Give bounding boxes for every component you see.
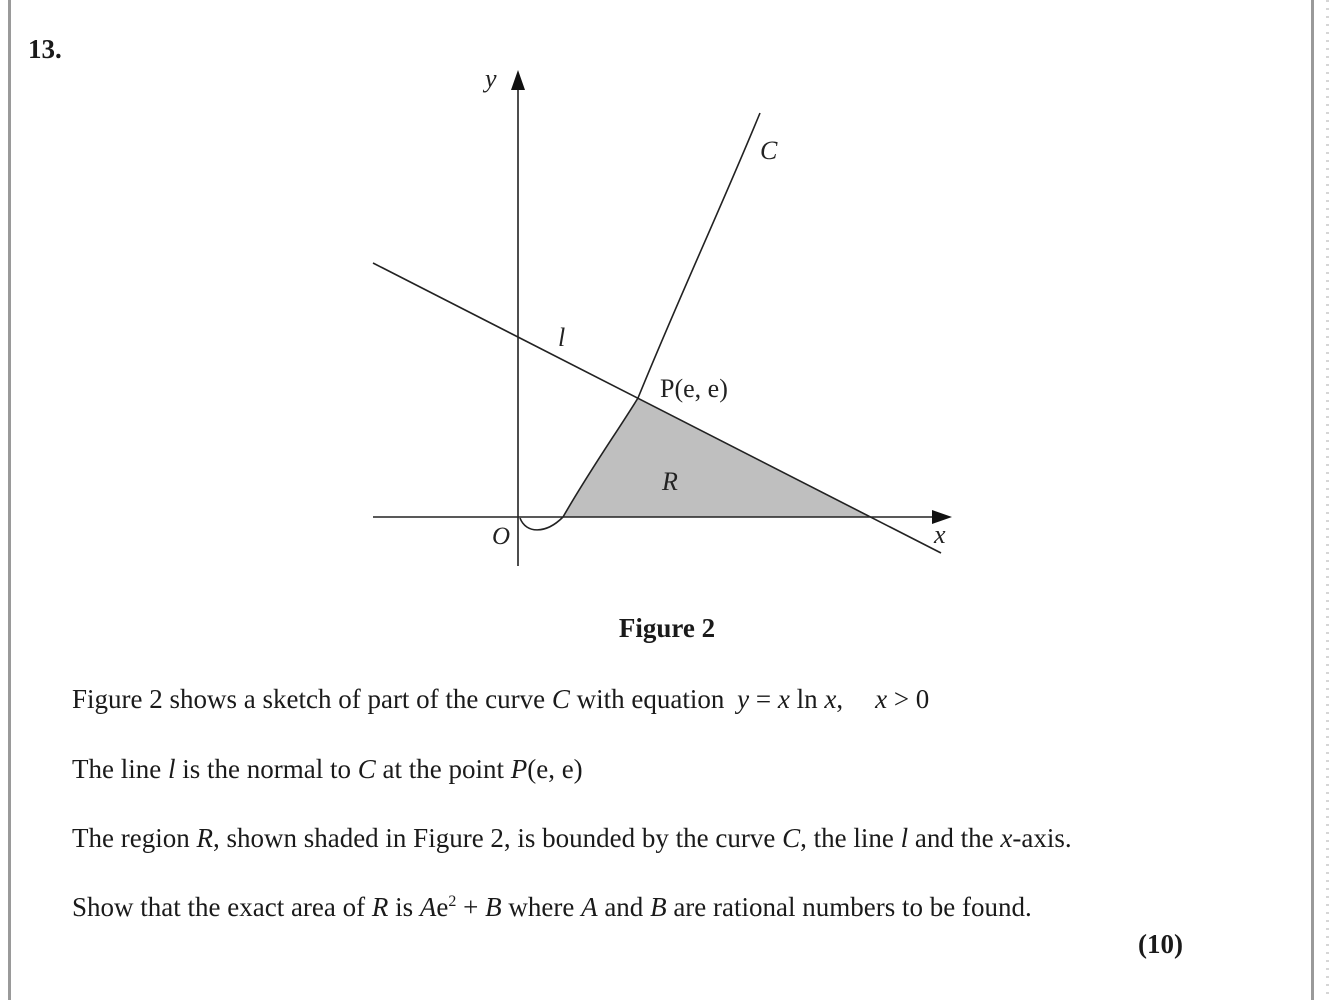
paragraph-normal-line: The line l is the normal to C at the point P(e, e): [72, 754, 583, 784]
paragraph-task: Show that the exact area of R is $Ae^2 + B$ where A and B are rational numbers to be found.: [72, 892, 1032, 922]
y-axis-label: y: [485, 64, 497, 93]
marks-total: (10): [1138, 929, 1183, 959]
curve-c-label: C: [760, 136, 778, 165]
region-r-label: R: [662, 467, 678, 496]
question-number: 13.: [28, 34, 62, 64]
point-p-label: P(e, e): [660, 374, 728, 403]
paragraph-curve-equation: Figure 2 shows a sketch of part of the curve C with equation y = x ln x, x > 0: [72, 684, 930, 714]
line-l-label: l: [558, 323, 566, 352]
figure-caption: Figure 2: [618, 613, 716, 643]
region-r-shading: [563, 398, 872, 517]
x-axis-label: x: [934, 520, 946, 549]
origin-label: O: [492, 523, 511, 550]
paragraph-region: The region R, shown shaded in Figure 2, is bounded by the curve C, the line l and the x-axis.: [72, 823, 1072, 853]
y-axis-arrow-icon: [511, 70, 525, 90]
